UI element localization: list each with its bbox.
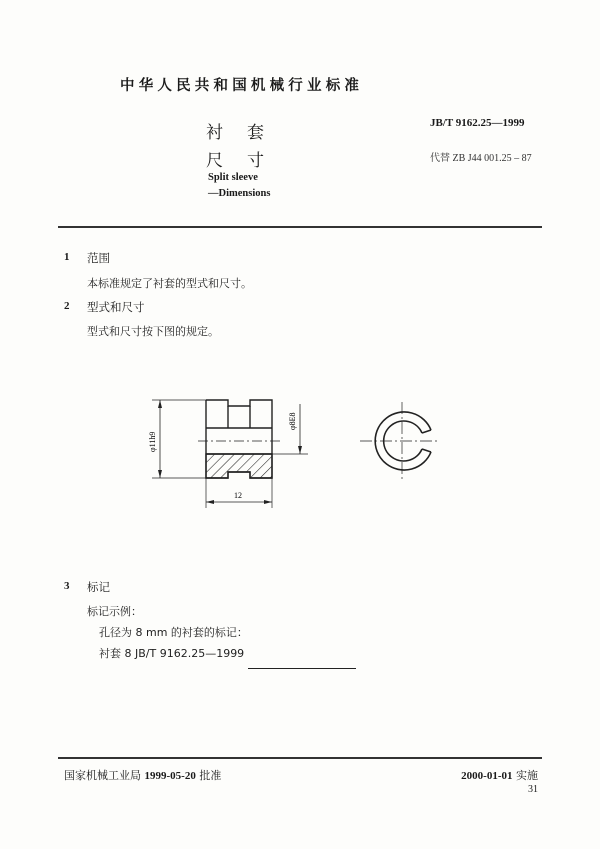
title-en-line1: Split sleeve bbox=[208, 172, 258, 183]
replaces-standard: 代替 ZB J44 001.25 – 87 bbox=[430, 153, 532, 164]
inner-diameter-label: φ8E8 bbox=[288, 412, 297, 430]
section-1-title: 范围 bbox=[87, 251, 110, 265]
title-char: 寸 bbox=[247, 151, 264, 171]
issue-date: 1999-05-20 bbox=[144, 770, 196, 782]
footer-divider bbox=[58, 757, 542, 759]
outer-diameter-label: φ11h9 bbox=[148, 431, 157, 452]
standard-number: JB/T 9162.25—1999 bbox=[430, 117, 525, 129]
title-char: 衬 bbox=[206, 123, 223, 143]
marking-example-description: 孔径为 8 mm 的衬套的标记： bbox=[99, 626, 248, 639]
title-cn-line2 bbox=[206, 146, 264, 171]
footer-approval bbox=[64, 767, 221, 783]
title-en-line2: —Dimensions bbox=[208, 188, 271, 199]
title-char: 套 bbox=[247, 123, 264, 143]
technical-drawing bbox=[130, 380, 460, 524]
end-of-text-rule bbox=[248, 668, 356, 669]
section-2-number: 2 bbox=[64, 300, 70, 312]
title-char: 尺 bbox=[206, 151, 223, 171]
length-label: 12 bbox=[234, 491, 242, 500]
side-view bbox=[152, 400, 308, 508]
section-2-title: 型式和尺寸 bbox=[87, 300, 145, 314]
footer-effective bbox=[461, 767, 538, 783]
section-2-paragraph: 型式和尺寸按下图的规定。 bbox=[87, 325, 219, 338]
header-divider bbox=[58, 226, 542, 228]
end-view bbox=[360, 402, 440, 480]
section-3-number: 3 bbox=[64, 580, 70, 592]
section-1-number: 1 bbox=[64, 251, 70, 263]
section-1-paragraph: 本标准规定了衬套的型式和尺寸。 bbox=[87, 277, 252, 290]
page-number: 31 bbox=[528, 784, 538, 795]
effective-action: 实施 bbox=[516, 769, 538, 782]
issuer: 国家机械工业局 bbox=[64, 769, 141, 782]
marking-example-label: 标记示例： bbox=[87, 605, 142, 618]
title-cn-line1 bbox=[206, 118, 264, 143]
effective-date: 2000-01-01 bbox=[461, 770, 513, 782]
marking-example-value: 衬套 8 JB/T 9162.25—1999 bbox=[99, 647, 245, 660]
issue-action: 批准 bbox=[199, 769, 222, 782]
organization-title: 中华人民共和国机械行业标准 bbox=[120, 78, 364, 94]
section-3-title: 标记 bbox=[87, 580, 110, 594]
